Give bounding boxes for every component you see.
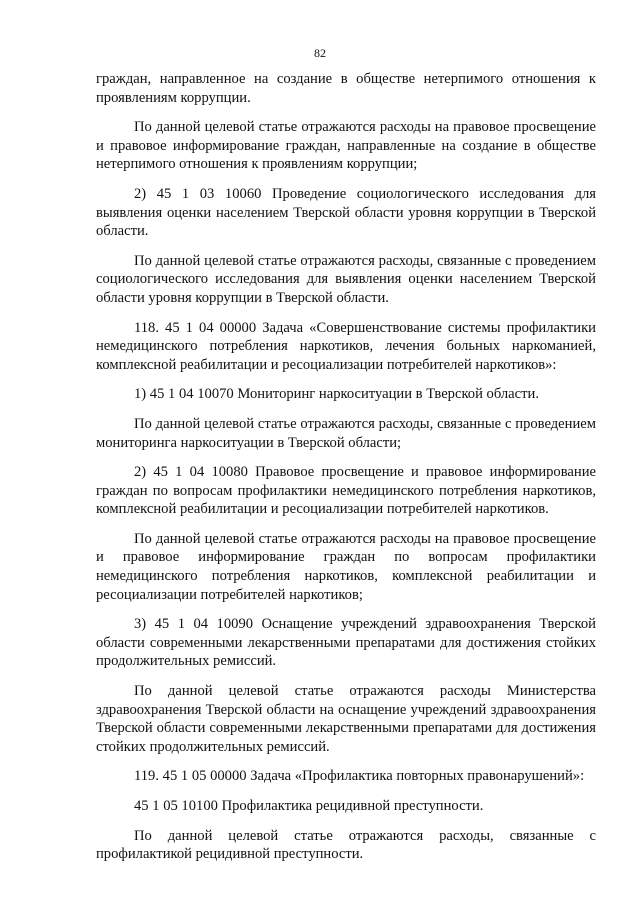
paragraph-9: По данной целевой статье отражаются расходы на правовое просвещение и правовое информирование граждан по вопросам профилактики немедицинского потребления наркотиков, комплексной реабилитации и ресоциализации потребителей наркотиков; [96,530,596,603]
document-body [96,70,596,864]
page-number: 82 [314,46,326,60]
paragraph-10: 3) 45 1 04 10090 Оснащение учреждений здравоохранения Тверской области современными лекарственными препаратами для достижения стойких продолжительных ремиссий. [96,616,596,670]
paragraph-2: По данной целевой статье отражаются расходы на правовое просвещение и правовое информирование граждан, направленные на создание в обществе нетерпимого отношения к проявлениям коррупции; [96,119,596,173]
paragraph-12: 119. 45 1 05 00000 Задача «Профилактика повторных правонарушений»: [134,768,585,785]
paragraph-4: По данной целевой статье отражаются расходы, связанные с проведением социологического исследования для выявления оценки населением Тверской области уровня коррупции в Тверской области. [96,252,596,306]
paragraph-7: По данной целевой статье отражаются расходы, связанные с проведением мониторинга наркоситуации в Тверской области; [96,415,596,451]
paragraph-11: По данной целевой статье отражаются расходы Министерства здравоохранения Тверской области на оснащение учреждений здравоохранения Тверской области современными лекарственными препаратами для достижения стойких продолжительных ремиссий. [96,683,596,755]
paragraph-13: 45 1 05 10100 Профилактика рецидивной преступности. [134,798,484,814]
paragraph-6: 1) 45 1 04 10070 Мониторинг наркоситуации в Тверской области. [134,386,539,403]
paragraph-5: 118. 45 1 04 00000 Задача «Совершенствование системы профилактики немедицинского потребления наркотиков, лечения больных наркоманией, комплексной реабилитации и ресоциализации потребителей наркотиков»: [96,319,596,373]
paragraph-8: 2) 45 1 04 10080 Правовое просвещение и правовое информирование граждан по вопросам профилактики немедицинского потребления наркотиков, комплексной реабилитации и ресоциализации потребителей наркотиков. [96,464,596,518]
paragraph-3: 2) 45 1 03 10060 Проведение социологического исследования для выявления оценки населением Тверской области уровня коррупции в Тверской области. [96,185,596,240]
paragraph-1: граждан, направленное на создание в обществе нетерпимого отношения к проявлениям коррупции. [96,71,596,106]
paragraph-14: По данной целевой статье отражаются расходы, связанные с профилактикой рецидивной преступности. [96,827,596,863]
